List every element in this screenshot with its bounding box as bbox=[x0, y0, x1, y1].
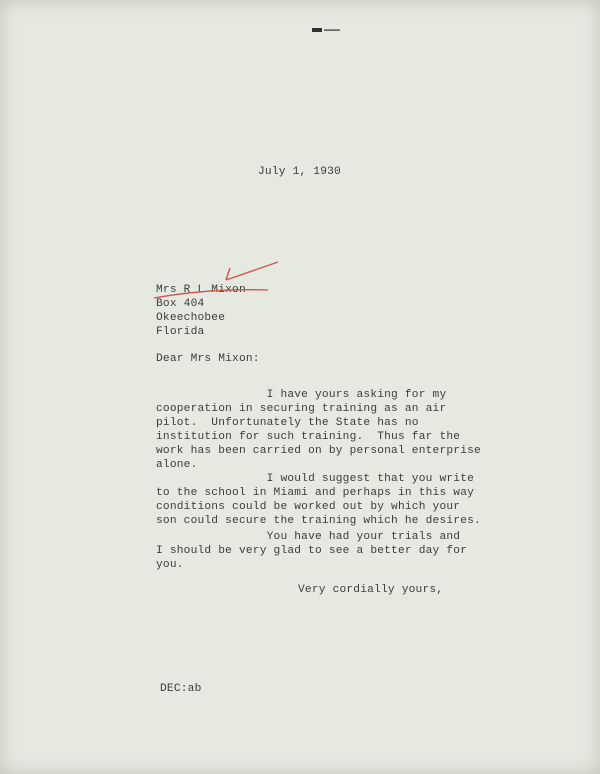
recipient-street: Box 404 bbox=[156, 298, 205, 310]
paragraph-3-line-3: you. bbox=[156, 559, 184, 571]
paragraph-2-line-2: to the school in Miami and perhaps in this way bbox=[156, 487, 475, 499]
salutation: Dear Mrs Mixon: bbox=[156, 353, 260, 365]
closing: Very cordially yours, bbox=[298, 584, 444, 596]
top-mark-icon bbox=[312, 26, 342, 34]
paragraph-3-line-2: I should be very glad to see a better day for bbox=[156, 545, 468, 557]
paragraph-1-line-6: alone. bbox=[156, 459, 198, 471]
paragraph-1-line-4: institution for such training. Thus far the bbox=[156, 431, 461, 443]
paragraph-1-line-3: pilot. Unfortunately the State has no bbox=[156, 417, 419, 429]
paragraph-2-line-4: son could secure the training which he desires. bbox=[156, 515, 481, 527]
letter-date: July 1, 1930 bbox=[258, 166, 341, 178]
paragraph-1-line-1: I have yours asking for my bbox=[156, 389, 447, 401]
recipient-city: Okeechobee bbox=[156, 312, 226, 324]
paragraph-3-line-1: You have had your trials and bbox=[156, 531, 461, 543]
reference-initials: DEC:ab bbox=[160, 683, 202, 695]
paragraph-1-line-2: cooperation in securing training as an air bbox=[156, 403, 447, 415]
recipient-state: Florida bbox=[156, 326, 205, 338]
recipient-name: Mrs R L Mixon bbox=[156, 284, 246, 296]
paragraph-1-line-5: work has been carried on by personal enterprise bbox=[156, 445, 481, 457]
paragraph-2-line-3: conditions could be worked out by which your bbox=[156, 501, 461, 513]
paragraph-2-line-1: I would suggest that you write bbox=[156, 473, 475, 485]
